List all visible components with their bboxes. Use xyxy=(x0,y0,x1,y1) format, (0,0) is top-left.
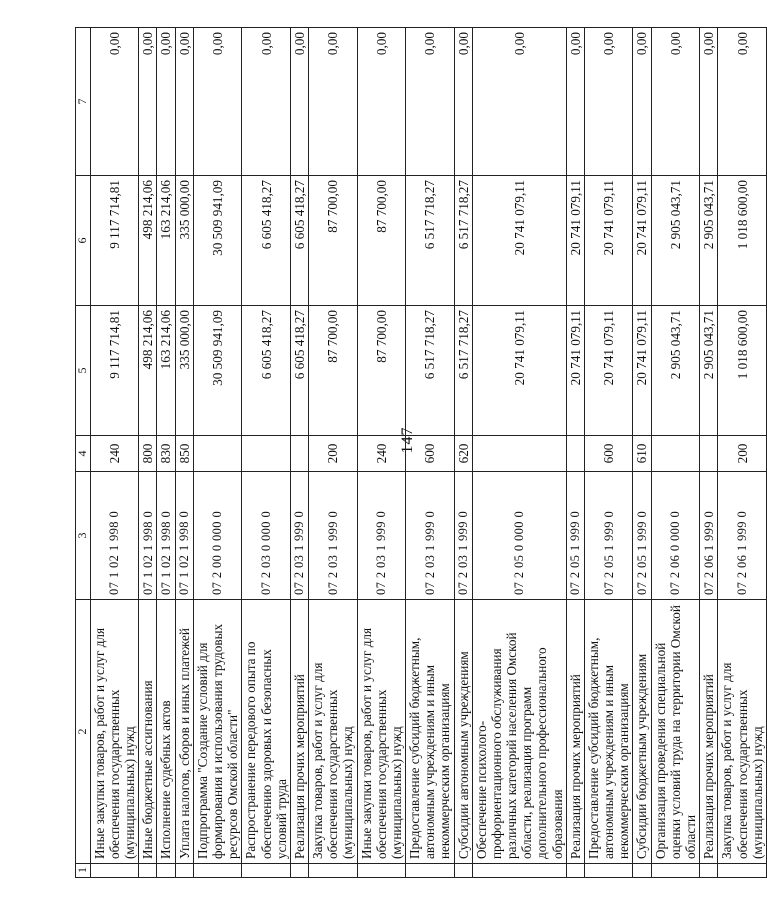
row-amount-col7: 0,00 xyxy=(633,28,651,176)
empty-cell xyxy=(633,864,651,878)
row-name: Предоставление субсидий бюджетным, автономным учреждениям и иным некоммерческим организациям xyxy=(584,600,633,864)
row-expense-type xyxy=(242,436,291,472)
row-expense-type: 240 xyxy=(90,436,139,472)
row-code: 07 2 06 0 000 0 xyxy=(651,472,700,600)
row-amount-col5: 6 605 418,27 xyxy=(290,306,308,436)
row-expense-type xyxy=(566,436,584,472)
row-amount-col7: 0,00 xyxy=(700,28,718,176)
row-amount-col6: 163 214,06 xyxy=(157,176,175,306)
row-amount-col6: 9 117 714,81 xyxy=(90,176,139,306)
row-name: Исполнение судебных актов xyxy=(157,600,175,864)
row-expense-type: 600 xyxy=(584,436,633,472)
row-name: Закупка товаров, работ и услуг для обеспечения государственных (муниципальных) нужд xyxy=(309,600,358,864)
row-code: 07 2 03 1 999 0 xyxy=(357,472,406,600)
row-expense-type xyxy=(651,436,700,472)
row-amount-col5: 2 905 043,71 xyxy=(700,306,718,436)
table-row xyxy=(633,28,651,878)
row-amount-col6: 6 605 418,27 xyxy=(290,176,308,306)
empty-cell xyxy=(357,864,406,878)
empty-cell xyxy=(700,864,718,878)
row-amount-col7: 0,00 xyxy=(566,28,584,176)
row-amount-col5: 163 214,06 xyxy=(157,306,175,436)
row-amount-col6: 30 509 941,09 xyxy=(193,176,242,306)
row-amount-col5: 6 517 718,27 xyxy=(454,306,472,436)
table-row xyxy=(290,28,308,878)
row-code: 07 2 05 0 000 0 xyxy=(472,472,566,600)
row-code: 07 2 06 1 999 0 xyxy=(700,472,718,600)
row-amount-col6: 87 700,00 xyxy=(309,176,358,306)
row-expense-type: 610 xyxy=(633,436,651,472)
row-name: Иные закупки товаров, работ и услуг для обеспечения государственных (муниципальных) нужд xyxy=(357,600,406,864)
row-name: Обеспечение психолого-профориентационного обслуживания различных категорий населения Омской области, реализация программ дополнительного профессионального образования xyxy=(472,600,566,864)
empty-cell xyxy=(290,864,308,878)
row-name: Реализация прочих мероприятий xyxy=(566,600,584,864)
row-code: 07 2 03 1 999 0 xyxy=(309,472,358,600)
row-code: 07 2 05 1 999 0 xyxy=(584,472,633,600)
row-amount-col7: 0,00 xyxy=(718,28,767,176)
row-amount-col5: 87 700,00 xyxy=(309,306,358,436)
row-amount-col5: 6 517 718,27 xyxy=(406,306,455,436)
column-header: 4 xyxy=(76,436,91,472)
row-amount-col7: 0,00 xyxy=(309,28,358,176)
table-row xyxy=(90,28,139,878)
row-amount-col7: 0,00 xyxy=(584,28,633,176)
row-amount-col5: 2 905 043,71 xyxy=(651,306,700,436)
row-name: Субсидии автономным учреждениям xyxy=(454,600,472,864)
row-expense-type: 200 xyxy=(309,436,358,472)
row-expense-type xyxy=(700,436,718,472)
row-expense-type xyxy=(472,436,566,472)
row-amount-col7: 0,00 xyxy=(193,28,242,176)
empty-cell xyxy=(651,864,700,878)
row-amount-col7: 0,00 xyxy=(357,28,406,176)
row-code: 07 2 03 0 000 0 xyxy=(242,472,291,600)
row-amount-col7: 0,00 xyxy=(406,28,455,176)
empty-cell xyxy=(157,864,175,878)
row-name: Организация проведения специальной оценки условий труда на территории Омской области xyxy=(651,600,700,864)
empty-cell xyxy=(566,864,584,878)
empty-cell xyxy=(406,864,455,878)
row-amount-col6: 20 741 079,11 xyxy=(472,176,566,306)
row-code: 07 2 00 0 000 0 xyxy=(193,472,242,600)
table-row xyxy=(584,28,633,878)
row-expense-type: 600 xyxy=(406,436,455,472)
row-name: Распространение передового опыта по обеспечению здоровых и безопасных условий труда xyxy=(242,600,291,864)
budget-table xyxy=(75,27,767,878)
table-row xyxy=(406,28,455,878)
row-amount-col7: 0,00 xyxy=(290,28,308,176)
table-row xyxy=(718,28,767,878)
row-amount-col5: 20 741 079,11 xyxy=(584,306,633,436)
empty-cell xyxy=(90,864,139,878)
row-amount-col6: 335 000,00 xyxy=(175,176,193,306)
row-name: Реализация прочих мероприятий xyxy=(290,600,308,864)
row-code: 07 2 06 1 999 0 xyxy=(718,472,767,600)
row-code: 07 1 02 1 998 0 xyxy=(175,472,193,600)
row-amount-col5: 30 509 941,09 xyxy=(193,306,242,436)
row-name: Уплата налогов, сборов и иных платежей xyxy=(175,600,193,864)
row-code: 07 1 02 1 998 0 xyxy=(157,472,175,600)
table-row xyxy=(157,28,175,878)
row-amount-col6: 1 018 600,00 xyxy=(718,176,767,306)
row-name: Подпрограмма "Создание условий для формирования и использования трудовых ресурсов Омской области" xyxy=(193,600,242,864)
row-amount-col6: 6 517 718,27 xyxy=(454,176,472,306)
row-expense-type: 200 xyxy=(718,436,767,472)
row-amount-col6: 6 517 718,27 xyxy=(406,176,455,306)
budget-table-sheet xyxy=(75,28,765,878)
row-amount-col7: 0,00 xyxy=(175,28,193,176)
row-amount-col7: 0,00 xyxy=(90,28,139,176)
row-code: 07 2 05 1 999 0 xyxy=(633,472,651,600)
table-row xyxy=(700,28,718,878)
row-amount-col7: 0,00 xyxy=(157,28,175,176)
column-header: 1 xyxy=(76,864,91,878)
row-code: 07 2 03 1 999 0 xyxy=(290,472,308,600)
empty-cell xyxy=(175,864,193,878)
row-expense-type xyxy=(290,436,308,472)
column-header: 3 xyxy=(76,472,91,600)
row-expense-type: 620 xyxy=(454,436,472,472)
row-expense-type: 800 xyxy=(139,436,157,472)
column-header: 2 xyxy=(76,600,91,864)
row-name: Иные закупки товаров, работ и услуг для обеспечения государственных (муниципальных) нужд xyxy=(90,600,139,864)
row-expense-type: 830 xyxy=(157,436,175,472)
row-amount-col5: 20 741 079,11 xyxy=(633,306,651,436)
column-header: 7 xyxy=(76,28,91,176)
empty-cell xyxy=(139,864,157,878)
row-code: 07 2 03 1 999 0 xyxy=(406,472,455,600)
row-amount-col5: 20 741 079,11 xyxy=(566,306,584,436)
row-amount-col5: 6 605 418,27 xyxy=(242,306,291,436)
row-amount-col5: 1 018 600,00 xyxy=(718,306,767,436)
row-expense-type xyxy=(193,436,242,472)
row-amount-col7: 0,00 xyxy=(454,28,472,176)
row-code: 07 2 03 1 999 0 xyxy=(454,472,472,600)
row-name: Реализация прочих мероприятий xyxy=(700,600,718,864)
row-amount-col6: 20 741 079,11 xyxy=(584,176,633,306)
row-name: Предоставление субсидий бюджетным, автономным учреждениям и иным некоммерческим организациям xyxy=(406,600,455,864)
row-amount-col7: 0,00 xyxy=(472,28,566,176)
row-amount-col7: 0,00 xyxy=(242,28,291,176)
table-row xyxy=(472,28,566,878)
row-amount-col5: 87 700,00 xyxy=(357,306,406,436)
empty-cell xyxy=(454,864,472,878)
row-amount-col6: 20 741 079,11 xyxy=(633,176,651,306)
row-expense-type: 850 xyxy=(175,436,193,472)
column-header: 6 xyxy=(76,176,91,306)
table-row xyxy=(139,28,157,878)
empty-cell xyxy=(718,864,767,878)
row-name: Иные бюджетные ассигнования xyxy=(139,600,157,864)
row-code: 07 2 05 1 999 0 xyxy=(566,472,584,600)
row-expense-type: 240 xyxy=(357,436,406,472)
table-row xyxy=(454,28,472,878)
row-amount-col6: 20 741 079,11 xyxy=(566,176,584,306)
row-name: Субсидии бюджетным учреждениям xyxy=(633,600,651,864)
row-amount-col5: 335 000,00 xyxy=(175,306,193,436)
table-row xyxy=(193,28,242,878)
table-row xyxy=(357,28,406,878)
row-amount-col6: 87 700,00 xyxy=(357,176,406,306)
row-code: 07 1 02 1 998 0 xyxy=(90,472,139,600)
row-amount-col6: 498 214,06 xyxy=(139,176,157,306)
row-amount-col7: 0,00 xyxy=(651,28,700,176)
row-name: Закупка товаров, работ и услуг для обеспечения государственных (муниципальных) нужд xyxy=(718,600,767,864)
table-row xyxy=(566,28,584,878)
row-amount-col5: 20 741 079,11 xyxy=(472,306,566,436)
table-row xyxy=(242,28,291,878)
empty-cell xyxy=(242,864,291,878)
row-amount-col5: 9 117 714,81 xyxy=(90,306,139,436)
empty-cell xyxy=(584,864,633,878)
row-amount-col6: 6 605 418,27 xyxy=(242,176,291,306)
row-amount-col5: 498 214,06 xyxy=(139,306,157,436)
row-amount-col6: 2 905 043,71 xyxy=(651,176,700,306)
column-number-row xyxy=(76,28,91,878)
table-row xyxy=(651,28,700,878)
table-row xyxy=(175,28,193,878)
empty-cell xyxy=(309,864,358,878)
row-amount-col6: 2 905 043,71 xyxy=(700,176,718,306)
empty-cell xyxy=(193,864,242,878)
page-number: 147 xyxy=(399,426,416,454)
row-code: 07 1 02 1 998 0 xyxy=(139,472,157,600)
empty-cell xyxy=(472,864,566,878)
column-header: 5 xyxy=(76,306,91,436)
table-row xyxy=(309,28,358,878)
row-amount-col7: 0,00 xyxy=(139,28,157,176)
